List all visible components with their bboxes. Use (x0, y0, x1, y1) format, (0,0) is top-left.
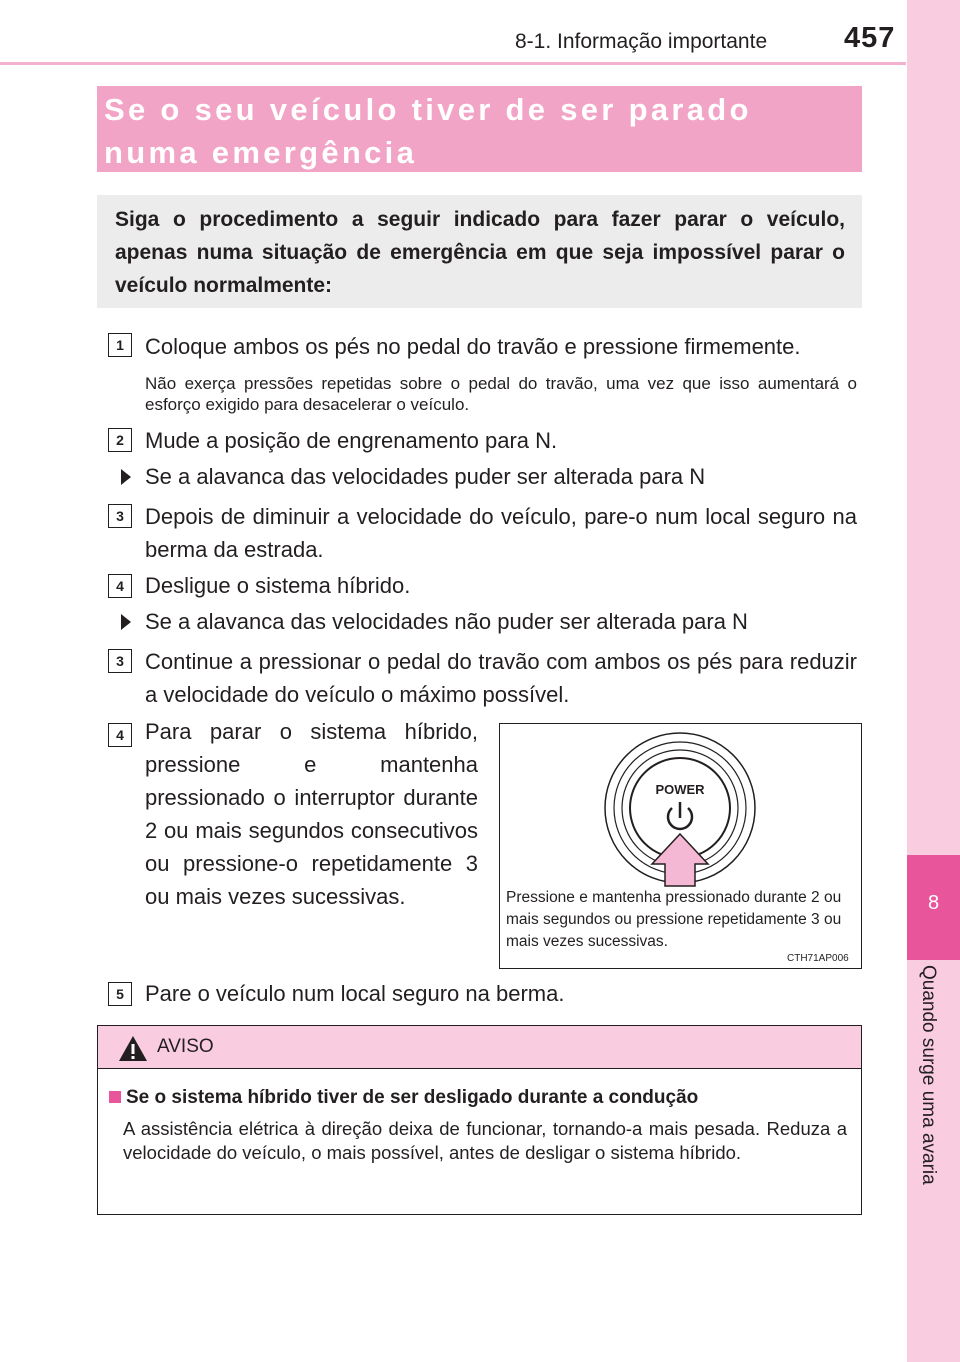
section-title: Se o seu veículo tiver de ser parado numa emergência (104, 92, 752, 170)
step-note: Não exerça pressões repetidas sobre o pedal do travão, uma vez que isso aumentará o esforço exigido para desacelerar o veículo. (145, 374, 857, 414)
step-text: Mude a posição de engrenamento para N. (145, 428, 558, 453)
triangle-bullet-icon (121, 614, 131, 630)
step-text: Pare o veículo num local seguro na berma. (145, 981, 565, 1006)
step-text: Para parar o sistema híbrido, pressione e mantenha pressionado o interruptor durante 2 ou mais segundos consecutivos ou pressione-o repetidamente 3 ou mais vezes sucessivas. (145, 719, 478, 909)
step-number: 2 (108, 428, 132, 452)
step-number: 3 (108, 649, 132, 673)
step-number: 1 (108, 333, 132, 357)
step-text: Depois de diminuir a velocidade do veículo, pare-o num local seguro na berma da estrada. (145, 504, 857, 562)
warning-bullet-icon (109, 1091, 121, 1103)
figure-code: CTH71AP006 (787, 953, 849, 964)
warning-text: A assistência elétrica à direção deixa de funcionar, tornando-a mais pesada. Reduza a velocidade do veículo, o mais possível, antes de desligar o sistema híbrido. (123, 1118, 847, 1163)
page-number: 457 (844, 22, 896, 54)
step-number: 5 (108, 982, 132, 1006)
step-number: 4 (108, 574, 132, 598)
step-number: 3 (108, 504, 132, 528)
step-text: Coloque ambos os pés no pedal do travão e pressione firmemente. (145, 334, 801, 359)
power-switch-illustration (600, 728, 760, 888)
warning-title: Se o sistema híbrido tiver de ser desligado durante a condução (126, 1087, 699, 1108)
step-number: 4 (108, 723, 132, 747)
figure-caption: Pressione e mantenha pressionado durante 2 ou mais segundos ou pressione repetidamente 3 ou mais vezes sucessivas. (506, 889, 842, 950)
header-section-title: 8-1. Informação importante (515, 30, 768, 53)
intro-text: Siga o procedimento a seguir indicado para fazer parar o veículo, apenas numa situação de emergência em que seja impossível parar o veículo normalmente: (115, 208, 845, 297)
step-text: Continue a pressionar o pedal do travão com ambos os pés para reduzir a velocidade do veículo o máximo possível. (145, 649, 857, 707)
warning-triangle-icon (118, 1035, 148, 1062)
condition-heading: Se a alavanca das velocidades não puder ser alterada para N (145, 609, 748, 634)
power-button-label: POWER (655, 782, 705, 797)
chapter-number: 8 (927, 892, 940, 914)
warning-label: AVISO (157, 1036, 214, 1057)
header-rule (0, 62, 906, 65)
triangle-bullet-icon (121, 469, 131, 485)
step-text: Desligue o sistema híbrido. (145, 573, 411, 598)
chapter-title: Quando surge uma avaria (918, 965, 939, 1185)
condition-heading: Se a alavanca das velocidades puder ser alterada para N (145, 464, 706, 489)
